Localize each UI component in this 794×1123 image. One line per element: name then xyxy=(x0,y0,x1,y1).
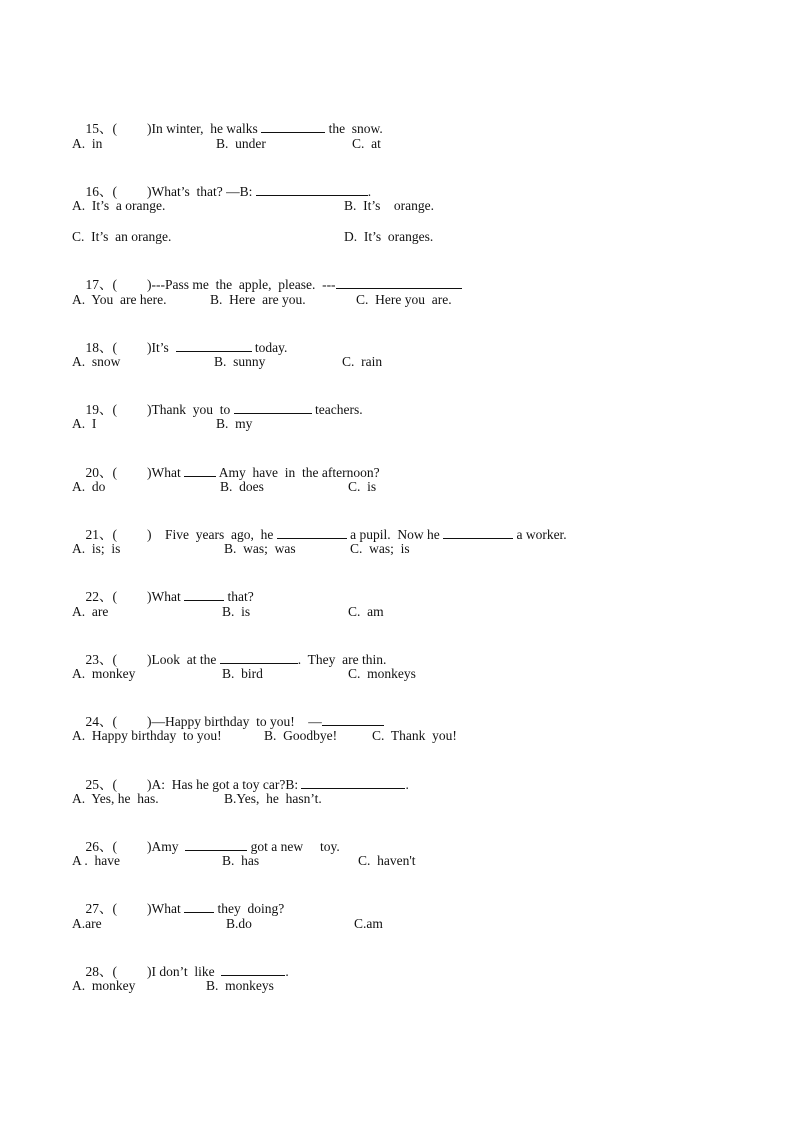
question-text: today. xyxy=(251,340,288,355)
options-20 xyxy=(72,479,377,495)
option-c[interactable]: C. Thank you! xyxy=(372,728,457,743)
option-c[interactable]: C. monkeys xyxy=(348,666,416,681)
paren: ) xyxy=(147,589,152,604)
option-a[interactable]: A. snow xyxy=(72,354,121,369)
options-17 xyxy=(72,292,452,308)
question-number: 23、( xyxy=(85,652,117,667)
options-16-ab xyxy=(72,198,434,214)
question-number: 24、( xyxy=(85,714,117,729)
question-text: teachers. xyxy=(311,402,363,417)
option-c[interactable]: C. was; is xyxy=(350,541,410,556)
question-text: that? xyxy=(224,589,254,604)
question-16 xyxy=(72,167,372,199)
paren: ) xyxy=(147,465,152,480)
option-b[interactable]: B.do xyxy=(226,916,252,931)
paren: ) xyxy=(147,527,152,542)
question-text: a worker. xyxy=(513,527,567,542)
question-number: 25、( xyxy=(85,777,117,792)
answer-blank xyxy=(261,120,325,133)
options-19 xyxy=(72,416,253,432)
option-a[interactable]: A. You are here. xyxy=(72,292,167,307)
answer-blank xyxy=(256,183,368,196)
option-a[interactable]: A. is; is xyxy=(72,541,121,556)
question-number: 15、( xyxy=(85,121,117,136)
answer-blank xyxy=(277,526,347,539)
question-18 xyxy=(72,323,288,355)
option-b[interactable]: B. does xyxy=(220,479,264,494)
question-17 xyxy=(72,260,462,292)
question-21 xyxy=(72,510,567,542)
question-number: 22、( xyxy=(85,589,117,604)
option-c[interactable]: C. at xyxy=(352,136,381,151)
option-c[interactable]: C.am xyxy=(354,916,383,931)
answer-blank xyxy=(221,963,285,976)
paren: ) xyxy=(147,340,152,355)
question-number: 26、( xyxy=(85,839,117,854)
options-16-cd xyxy=(72,229,434,245)
option-c[interactable]: C. haven't xyxy=(358,853,416,868)
option-a[interactable]: A. Happy birthday to you! xyxy=(72,728,222,743)
question-text: Amy xyxy=(151,839,186,854)
options-18 xyxy=(72,354,383,370)
options-28 xyxy=(72,978,274,994)
option-a[interactable]: A. monkey xyxy=(72,978,136,993)
option-a[interactable]: A. in xyxy=(72,136,103,151)
question-15 xyxy=(72,104,383,136)
option-b[interactable]: B. Here are you. xyxy=(210,292,306,307)
option-b[interactable]: B. Goodbye! xyxy=(264,728,338,743)
question-text: In winter, he walks xyxy=(151,121,262,136)
question-text: . xyxy=(367,184,372,199)
question-number: 16、( xyxy=(85,184,117,199)
option-b[interactable]: B.Yes, he hasn’t. xyxy=(224,791,322,806)
option-b[interactable]: B. It’s orange. xyxy=(344,198,434,213)
question-text: Amy have in the afternoon? xyxy=(216,465,380,480)
option-d[interactable]: D. It’s oranges. xyxy=(344,229,434,244)
paren: ) xyxy=(147,901,152,916)
option-b[interactable]: B. my xyxy=(216,416,253,431)
options-26 xyxy=(72,853,416,869)
option-a[interactable]: A. monkey xyxy=(72,666,136,681)
question-text: What xyxy=(151,901,185,916)
question-number: 27、( xyxy=(85,901,117,916)
option-b[interactable]: B. has xyxy=(222,853,260,868)
question-26 xyxy=(72,822,340,854)
question-20 xyxy=(72,448,380,480)
options-22 xyxy=(72,604,384,620)
answer-blank xyxy=(234,401,312,414)
answer-blank xyxy=(184,900,214,913)
question-text: . xyxy=(285,964,289,979)
paren: ) xyxy=(147,184,152,199)
question-number: 21、( xyxy=(85,527,117,542)
option-a[interactable]: A. do xyxy=(72,479,106,494)
question-25 xyxy=(72,760,409,792)
options-25 xyxy=(72,791,322,807)
question-text: What xyxy=(151,465,185,480)
question-27 xyxy=(72,884,285,916)
question-text: . They are thin. xyxy=(297,652,387,667)
option-a[interactable]: A. It’s a orange. xyxy=(72,198,166,213)
question-text: What’s that? —B: xyxy=(151,184,256,199)
question-text: ---Pass me the apple, please. --- xyxy=(151,277,336,292)
option-b[interactable]: B. under xyxy=(216,136,266,151)
answer-blank xyxy=(184,464,216,477)
paren: ) xyxy=(147,839,152,854)
question-number: 20、( xyxy=(85,465,117,480)
question-text: got a new toy. xyxy=(247,839,340,854)
options-21 xyxy=(72,541,410,557)
question-text: Thank you to xyxy=(151,402,234,417)
option-a[interactable]: A. are xyxy=(72,604,109,619)
option-b[interactable]: B. sunny xyxy=(214,354,266,369)
option-a[interactable]: A . have xyxy=(72,853,120,868)
question-text: they doing? xyxy=(214,901,285,916)
paren: ) xyxy=(147,652,152,667)
paren: ) xyxy=(147,121,152,136)
paren: ) xyxy=(147,714,152,729)
question-text: —Happy birthday to you! — xyxy=(151,714,322,729)
question-number: 19、( xyxy=(85,402,117,417)
option-c[interactable]: C. Here you are. xyxy=(356,292,452,307)
options-24 xyxy=(72,728,457,744)
question-number: 28、( xyxy=(85,964,117,979)
paren: ) xyxy=(147,277,152,292)
option-a[interactable]: A.are xyxy=(72,916,102,931)
option-c[interactable]: C. It’s an orange. xyxy=(72,229,172,244)
question-text: a pupil. Now he xyxy=(346,527,444,542)
answer-blank xyxy=(176,339,252,352)
question-text: . xyxy=(405,777,409,792)
question-23 xyxy=(72,635,387,667)
paren: ) xyxy=(147,777,152,792)
option-c[interactable]: C. rain xyxy=(342,354,383,369)
options-23 xyxy=(72,666,416,682)
question-number: 18、( xyxy=(85,340,117,355)
paren: ) xyxy=(147,402,152,417)
answer-blank-2 xyxy=(443,526,513,539)
option-c[interactable]: C. is xyxy=(348,479,377,494)
option-c[interactable]: C. am xyxy=(348,604,384,619)
answer-blank xyxy=(322,713,384,726)
option-b[interactable]: B. was; was xyxy=(224,541,296,556)
question-text: the snow. xyxy=(325,121,383,136)
answer-blank xyxy=(220,651,298,664)
answer-blank xyxy=(336,276,462,289)
answer-blank xyxy=(185,838,247,851)
question-28 xyxy=(72,947,289,979)
question-19 xyxy=(72,385,363,417)
option-b[interactable]: B. is xyxy=(222,604,251,619)
options-15 xyxy=(72,136,381,152)
question-text: I don’t like xyxy=(151,964,222,979)
question-24 xyxy=(72,697,384,729)
option-a[interactable]: A. I xyxy=(72,416,97,431)
question-22 xyxy=(72,572,254,604)
options-27 xyxy=(72,916,383,932)
question-text: Five years ago, he xyxy=(151,527,277,542)
question-number: 17、( xyxy=(85,277,117,292)
option-b[interactable]: B. bird xyxy=(222,666,263,681)
question-text: It’s xyxy=(151,340,176,355)
question-text: Look at the xyxy=(151,652,220,667)
paren: ) xyxy=(147,964,152,979)
question-text: What xyxy=(151,589,185,604)
option-b[interactable]: B. monkeys xyxy=(206,978,274,993)
answer-blank xyxy=(184,588,224,601)
answer-blank xyxy=(301,776,405,789)
question-text: A: Has he got a toy car?B: xyxy=(151,777,302,792)
option-a[interactable]: A. Yes, he has. xyxy=(72,791,159,806)
